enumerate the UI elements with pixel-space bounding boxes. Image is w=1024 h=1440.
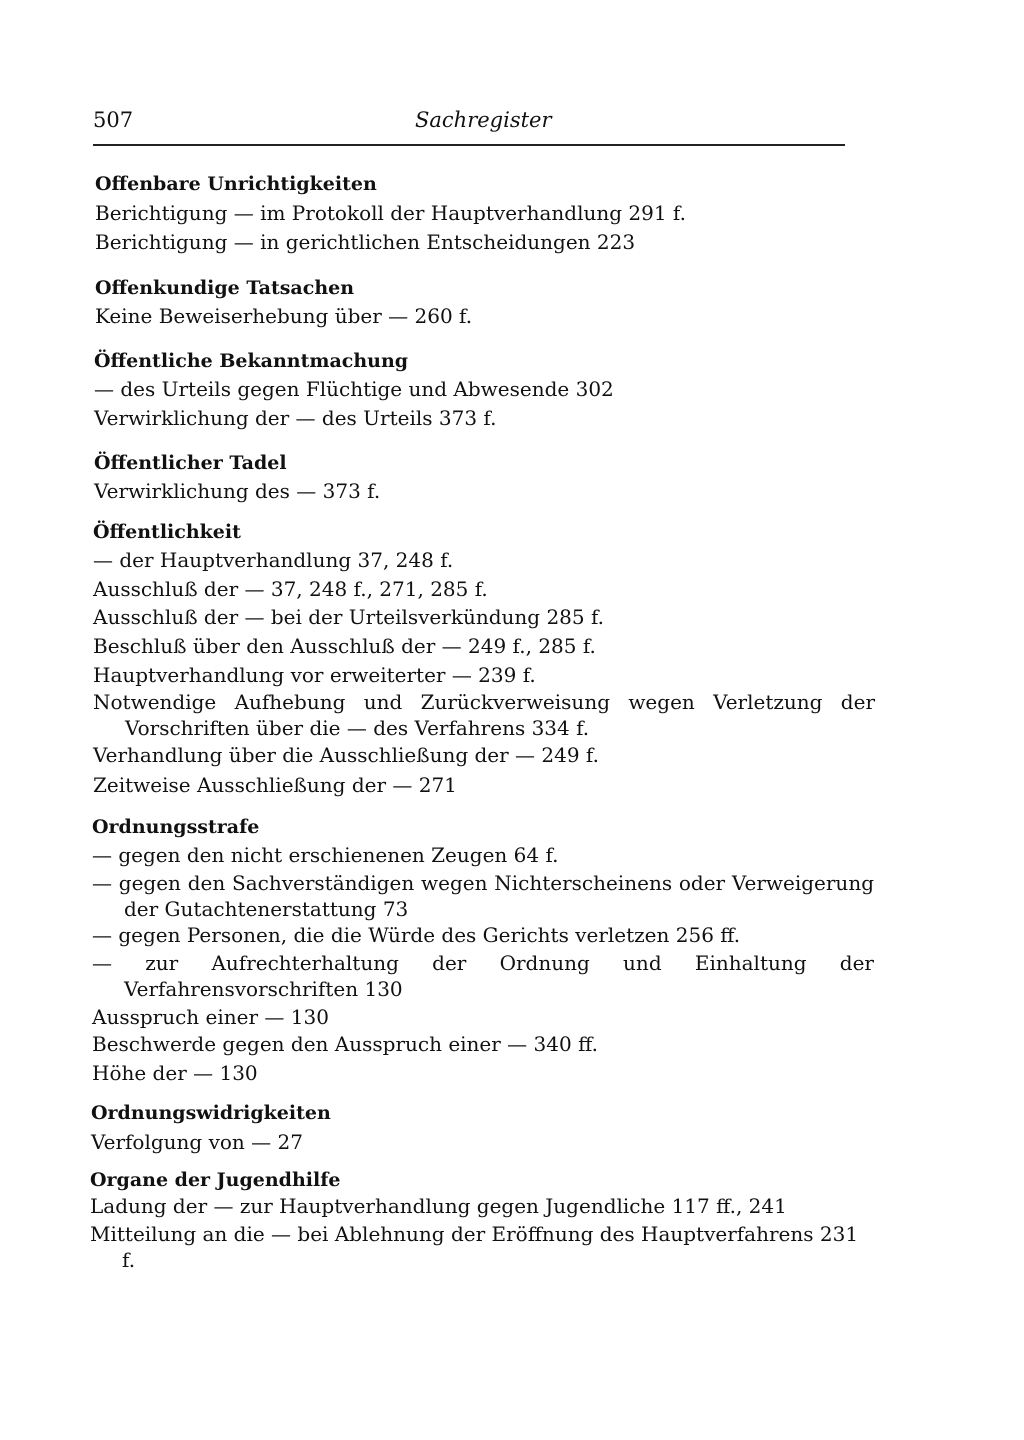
- index-entry: Ausschluß der — bei der Urteilsverkündung 285 f.: [93, 605, 605, 629]
- index-heading: Ordnungswidrigkeiten: [91, 1102, 331, 1124]
- index-entry: — der Hauptverhandlung 37, 248 f.: [93, 548, 454, 572]
- index-entry: Ladung der — zur Hauptverhandlung gegen Jugendliche 117 ff., 241: [90, 1194, 787, 1218]
- header-rule: [93, 144, 845, 146]
- index-entry: Mitteilung an die — bei Ablehnung der Eröffnung des Hauptverfahrens 231 f.: [90, 1222, 859, 1272]
- index-entry: Verwirklichung der — des Urteils 373 f.: [94, 406, 497, 430]
- index-entry: Beschwerde gegen den Ausspruch einer — 340 ff.: [92, 1032, 598, 1056]
- index-entry: — gegen Personen, die die Würde des Gerichts verletzen 256 ff.: [92, 923, 741, 947]
- index-entry: Beschluß über den Ausschluß der — 249 f., 285 f.: [93, 634, 596, 658]
- index-entry: Verwirklichung des — 373 f.: [94, 479, 381, 503]
- index-entry: — gegen den Sachverständigen wegen Nichterscheinens oder Verweigerung der Gutachtenerstattung 73: [92, 871, 874, 921]
- running-header: [93, 104, 845, 136]
- index-entry: Höhe der — 130: [92, 1061, 258, 1085]
- index-entry: Ausschluß der — 37, 248 f., 271, 285 f.: [93, 577, 488, 601]
- index-heading: Organe der Jugendhilfe: [90, 1169, 341, 1191]
- index-heading: Ordnungsstrafe: [92, 816, 260, 838]
- index-entry: Berichtigung — in gerichtlichen Entscheidungen 223: [95, 230, 636, 254]
- running-title: Sachregister: [415, 108, 552, 132]
- index-entry: Zeitweise Ausschließung der — 271: [93, 773, 457, 797]
- index-entry: Berichtigung — im Protokoll der Hauptverhandlung 291 f.: [95, 201, 686, 225]
- index-heading: Öffentliche Bekanntmachung: [94, 350, 409, 372]
- index-entry: Keine Beweiserhebung über — 260 f.: [95, 304, 473, 328]
- index-heading: Offenbare Unrichtigkeiten: [95, 173, 377, 195]
- index-heading: Offenkundige Tatsachen: [95, 277, 355, 299]
- page-number: 507: [93, 108, 134, 132]
- index-entry: Notwendige Aufhebung und Zurückverweisung wegen Verletzung der Vorschriften über die — des Verfahrens 334 f.: [93, 690, 875, 740]
- index-entry: Verhandlung über die Ausschließung der — 249 f.: [93, 743, 599, 767]
- index-entry: — des Urteils gegen Flüchtige und Abwesende 302: [94, 377, 614, 401]
- index-entry: Verfolgung von — 27: [91, 1130, 303, 1154]
- index-entry: Hauptverhandlung vor erweiterter — 239 f.: [93, 663, 536, 687]
- index-heading: Öffentlichkeit: [93, 521, 241, 543]
- index-heading: Öffentlicher Tadel: [94, 452, 287, 474]
- index-entry: — gegen den nicht erschienenen Zeugen 64 f.: [92, 843, 559, 867]
- index-entry: — zur Aufrechterhaltung der Ordnung und Einhaltung der Verfahrensvorschriften 130: [92, 951, 874, 1001]
- index-entry: Ausspruch einer — 130: [92, 1005, 329, 1029]
